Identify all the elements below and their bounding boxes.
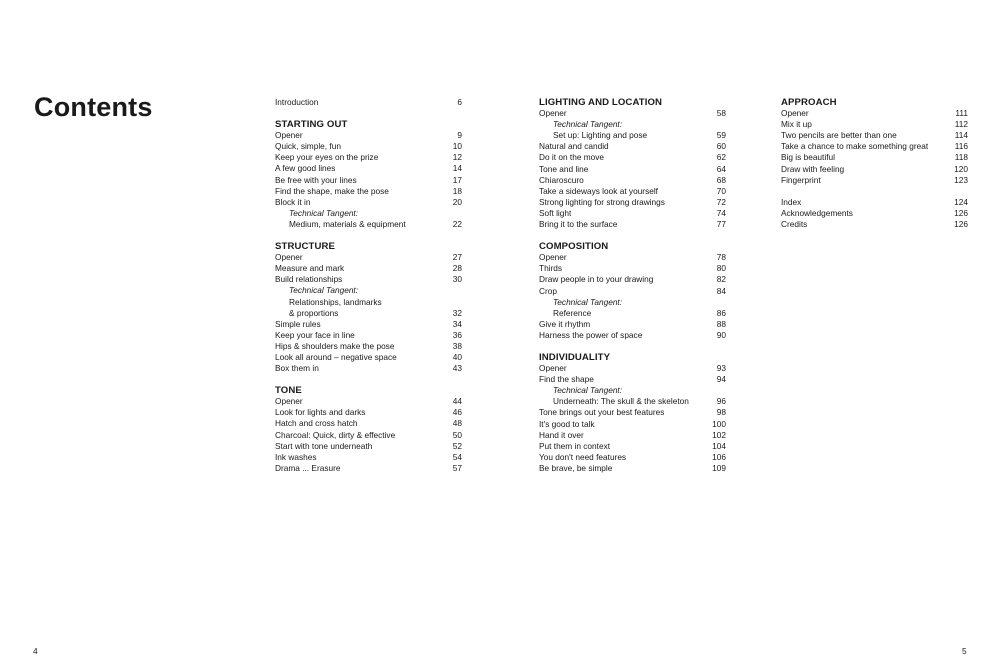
toc-entry-label: Simple rules	[275, 318, 321, 329]
toc-entry-label: Chiaroscuro	[539, 174, 584, 185]
toc-entry	[539, 119, 726, 130]
toc-entry-label: Drama ... Erasure	[275, 462, 341, 473]
toc-entry	[539, 219, 726, 230]
toc-entry-label: Measure and mark	[275, 263, 345, 274]
toc-column-3	[781, 97, 968, 241]
toc-entry	[539, 108, 726, 119]
toc-entry-label: Thirds	[539, 263, 563, 274]
toc-entry-page: 84	[716, 285, 726, 296]
toc-entry-label: Start with tone underneath	[275, 440, 373, 451]
toc-entry-page: 60	[716, 141, 726, 152]
toc-entry-label: Be free with your lines	[275, 174, 357, 185]
toc-entry	[539, 463, 726, 474]
toc-entry-label: Technical Tangent:	[553, 385, 623, 396]
toc-entry	[781, 175, 968, 186]
toc-entry-label: Draw with feeling	[781, 163, 845, 174]
toc-section	[275, 241, 462, 374]
toc-entry	[539, 363, 726, 374]
toc-entry-label: Set up: Lighting and pose	[553, 130, 648, 141]
toc-entry	[275, 463, 462, 474]
toc-entry	[275, 441, 462, 452]
section-heading: APPROACH	[781, 97, 837, 108]
toc-entry-label: Opener	[539, 108, 567, 119]
toc-entry-page: 34	[452, 318, 462, 329]
toc-entry-label: Hatch and cross hatch	[275, 418, 358, 429]
toc-entry	[275, 152, 462, 163]
toc-entry-label: You don't need features	[539, 451, 627, 462]
toc-entry	[539, 208, 726, 219]
toc-entry-page: 32	[452, 307, 462, 318]
page-number-right: 5	[962, 646, 967, 656]
toc-entry	[275, 141, 462, 152]
toc-entry-page: 106	[712, 451, 726, 462]
toc-entry-label: Opener	[539, 252, 567, 263]
section-heading: COMPOSITION	[539, 241, 609, 253]
toc-entry-label: Charcoal: Quick, dirty & effective	[275, 429, 396, 440]
toc-entry-label: Put them in context	[539, 440, 611, 451]
toc-entry	[539, 452, 726, 463]
toc-entry	[275, 418, 462, 429]
toc-entry	[539, 407, 726, 418]
toc-entry-label: Look for lights and darks	[275, 407, 366, 418]
toc-entry-label: Fingerprint	[781, 174, 821, 185]
toc-section	[539, 352, 726, 474]
toc-entry	[781, 108, 968, 119]
toc-entry	[539, 175, 726, 186]
toc-entry-label: Underneath: The skull & the skeleton	[553, 396, 689, 407]
toc-section	[781, 97, 968, 186]
toc-entry	[275, 274, 462, 285]
toc-entry	[539, 286, 726, 297]
toc-entry-label: Opener	[539, 363, 567, 374]
toc-entry-page: 27	[452, 252, 462, 263]
toc-entry	[275, 130, 462, 141]
toc-entry-page: 12	[452, 152, 462, 163]
toc-entry-label: Draw people in to your drawing	[539, 274, 654, 285]
toc-entry-page: 114	[954, 130, 968, 141]
page-title: Contents	[34, 92, 153, 122]
toc-entry-page: 6	[457, 97, 462, 107]
toc-entry	[275, 252, 462, 263]
toc-entry-label: Big is beautiful	[781, 152, 835, 163]
toc-entry-label: Bring it to the surface	[539, 219, 618, 230]
toc-entry-page: 28	[452, 263, 462, 274]
toc-entry-label: Introduction	[275, 97, 319, 107]
toc-entry	[539, 330, 726, 341]
toc-entry-label: Mix it up	[781, 119, 812, 130]
toc-entry	[539, 263, 726, 274]
toc-entry-label: Opener	[781, 108, 809, 119]
toc-entry	[275, 97, 462, 108]
page-number-left: 4	[33, 646, 38, 656]
toc-entry-label: Technical Tangent:	[553, 119, 623, 130]
toc-entry	[275, 308, 462, 319]
toc-entry-page: 120	[954, 163, 968, 174]
toc-entry	[275, 407, 462, 418]
toc-entry	[539, 374, 726, 385]
toc-entry	[275, 297, 462, 308]
toc-entry	[781, 130, 968, 141]
toc-entry-page: 14	[452, 163, 462, 174]
section-heading: INDIVIDUALITY	[539, 351, 611, 363]
toc-entry	[275, 219, 462, 230]
toc-entry-label: Crop	[539, 285, 557, 296]
toc-section	[275, 97, 462, 108]
toc-entry-page: 82	[716, 274, 726, 285]
section-heading: LIGHTING AND LOCATION	[539, 97, 663, 108]
toc-entry	[781, 141, 968, 152]
toc-entry-label: Soft light	[539, 207, 572, 218]
toc-entry-label: Acknowledgements	[781, 207, 853, 218]
toc-entry	[539, 141, 726, 152]
toc-entry	[539, 152, 726, 163]
toc-entry-label: Do it on the move	[539, 152, 605, 163]
toc-entry-label: Medium, materials & equipment	[289, 218, 406, 229]
toc-entry-page: 118	[954, 152, 968, 163]
toc-entry-page: 124	[954, 196, 968, 207]
toc-entry-page: 64	[716, 163, 726, 174]
toc-entry-label: Tone and line	[539, 163, 589, 174]
toc-entry-page: 98	[716, 407, 726, 418]
toc-entry-label: Tone brings out your best features	[539, 407, 665, 418]
toc-entry	[275, 263, 462, 274]
toc-entry	[275, 285, 462, 296]
toc-entry	[539, 419, 726, 430]
toc-entry-page: 123	[954, 174, 968, 185]
toc-entry-page: 72	[716, 196, 726, 207]
toc-section	[781, 197, 968, 230]
toc-entry-page: 57	[452, 462, 462, 473]
toc-entry	[275, 341, 462, 352]
toc-entry-label: Take a sideways look at yourself	[539, 185, 658, 196]
toc-entry-label: Technical Tangent:	[289, 207, 359, 218]
toc-entry-page: 58	[716, 108, 726, 119]
toc-entry-label: Strong lighting for strong drawings	[539, 196, 665, 207]
toc-entry	[539, 274, 726, 285]
toc-entry	[539, 297, 726, 308]
toc-entry	[539, 186, 726, 197]
toc-entry-label: Be brave, be simple	[539, 462, 613, 473]
section-heading: STARTING OUT	[275, 119, 348, 131]
toc-entry-page: 40	[452, 351, 462, 362]
toc-column-2	[539, 97, 726, 485]
toc-entry-page: 17	[452, 174, 462, 185]
toc-entry-page: 44	[452, 396, 462, 407]
toc-entry-page: 94	[716, 374, 726, 385]
toc-entry-page: 96	[716, 396, 726, 407]
toc-entry-label: & proportions	[289, 307, 339, 318]
toc-entry	[781, 197, 968, 208]
toc-entry-page: 18	[452, 185, 462, 196]
toc-entry-page: 111	[955, 108, 968, 119]
toc-entry	[275, 186, 462, 197]
toc-entry-page: 78	[716, 252, 726, 263]
toc-column-1	[275, 97, 462, 485]
toc-entry	[275, 319, 462, 330]
toc-entry-page: 43	[452, 363, 462, 374]
toc-entry	[275, 197, 462, 208]
toc-entry-page: 9	[457, 130, 462, 141]
toc-entry-label: Keep your face in line	[275, 329, 355, 340]
toc-entry-page: 50	[452, 429, 462, 440]
toc-entry	[275, 430, 462, 441]
toc-entry	[539, 319, 726, 330]
toc-entry	[539, 130, 726, 141]
toc-entry	[781, 119, 968, 130]
toc-entry	[539, 197, 726, 208]
toc-entry-page: 126	[954, 218, 968, 229]
toc-entry-page: 54	[452, 451, 462, 462]
toc-entry-label: It's good to talk	[539, 418, 595, 429]
toc-entry-label: Ink washes	[275, 451, 317, 462]
toc-entry-page: 77	[716, 219, 726, 230]
toc-entry-page: 80	[716, 263, 726, 274]
toc-entry-label: Opener	[275, 130, 303, 141]
toc-entry-label: Keep your eyes on the prize	[275, 152, 379, 163]
toc-entry-label: Harness the power of space	[539, 329, 643, 340]
toc-entry-page: 59	[716, 130, 726, 141]
toc-entry-label: Two pencils are better than one	[781, 130, 897, 141]
toc-section	[275, 119, 462, 230]
toc-entry-label: Relationships, landmarks	[289, 296, 382, 307]
toc-entry-label: Box them in	[275, 363, 319, 374]
toc-section	[275, 385, 462, 474]
toc-entry	[275, 163, 462, 174]
toc-entry-page: 30	[452, 274, 462, 285]
toc-entry-label: Find the shape	[539, 374, 594, 385]
toc-entry-label: Quick, simple, fun	[275, 141, 341, 152]
toc-entry	[275, 396, 462, 407]
section-heading: STRUCTURE	[275, 241, 336, 253]
toc-entry-label: A few good lines	[275, 163, 336, 174]
toc-entry-page: 68	[716, 174, 726, 185]
toc-entry	[275, 352, 462, 363]
toc-entry-page: 36	[452, 329, 462, 340]
toc-entry	[539, 308, 726, 319]
toc-entry	[781, 219, 968, 230]
toc-entry-page: 46	[452, 407, 462, 418]
toc-entry-page: 70	[716, 185, 726, 196]
toc-entry-page: 52	[452, 440, 462, 451]
toc-entry-page: 86	[716, 307, 726, 318]
toc-entry-label: Opener	[275, 396, 303, 407]
toc-entry-label: Hand it over	[539, 429, 584, 440]
toc-entry	[539, 430, 726, 441]
toc-entry	[275, 363, 462, 374]
toc-entry-label: Give it rhythm	[539, 318, 591, 329]
toc-entry	[539, 252, 726, 263]
toc-entry-page: 74	[716, 207, 726, 218]
toc-entry-label: Technical Tangent:	[289, 285, 359, 296]
toc-entry-page: 104	[712, 440, 726, 451]
toc-entry-label: Credits	[781, 218, 808, 229]
toc-entry-page: 62	[716, 152, 726, 163]
toc-entry-page: 126	[954, 207, 968, 218]
toc-entry	[539, 385, 726, 396]
toc-entry	[539, 441, 726, 452]
toc-entry	[781, 164, 968, 175]
toc-entry-label: Look all around – negative space	[275, 351, 397, 362]
toc-entry-page: 90	[716, 329, 726, 340]
toc-entry-label: Index	[781, 196, 802, 207]
toc-entry-page: 112	[954, 119, 968, 130]
toc-entry-page: 102	[712, 429, 726, 440]
toc-entry-page: 22	[452, 218, 462, 229]
toc-entry	[275, 330, 462, 341]
section-heading: TONE	[275, 385, 302, 397]
toc-entry	[275, 452, 462, 463]
toc-entry-label: Technical Tangent:	[553, 296, 623, 307]
toc-section	[539, 97, 726, 230]
toc-entry-page: 116	[954, 141, 968, 152]
toc-entry-label: Build relationships	[275, 274, 343, 285]
toc-entry	[539, 396, 726, 407]
toc-entry-page: 88	[716, 318, 726, 329]
toc-entry-label: Reference	[553, 307, 592, 318]
toc-entry-page: 20	[452, 196, 462, 207]
toc-entry-page: 100	[712, 418, 726, 429]
toc-entry-page: 10	[452, 141, 462, 152]
toc-entry-label: Block it in	[275, 196, 311, 207]
toc-entry-label: Hips & shoulders make the pose	[275, 340, 395, 351]
toc-entry	[539, 164, 726, 175]
toc-entry-page: 93	[716, 363, 726, 374]
toc-entry-label: Opener	[275, 252, 303, 263]
toc-entry-label: Take a chance to make something great	[781, 141, 929, 152]
toc-entry-label: Natural and candid	[539, 141, 609, 152]
toc-entry-page: 109	[712, 462, 726, 473]
toc-entry	[275, 208, 462, 219]
toc-entry-page: 38	[452, 340, 462, 351]
toc-entry-page: 48	[452, 418, 462, 429]
toc-entry	[781, 152, 968, 163]
toc-entry	[275, 175, 462, 186]
toc-section	[539, 241, 726, 341]
toc-entry-label: Find the shape, make the pose	[275, 185, 389, 196]
toc-entry	[781, 208, 968, 219]
